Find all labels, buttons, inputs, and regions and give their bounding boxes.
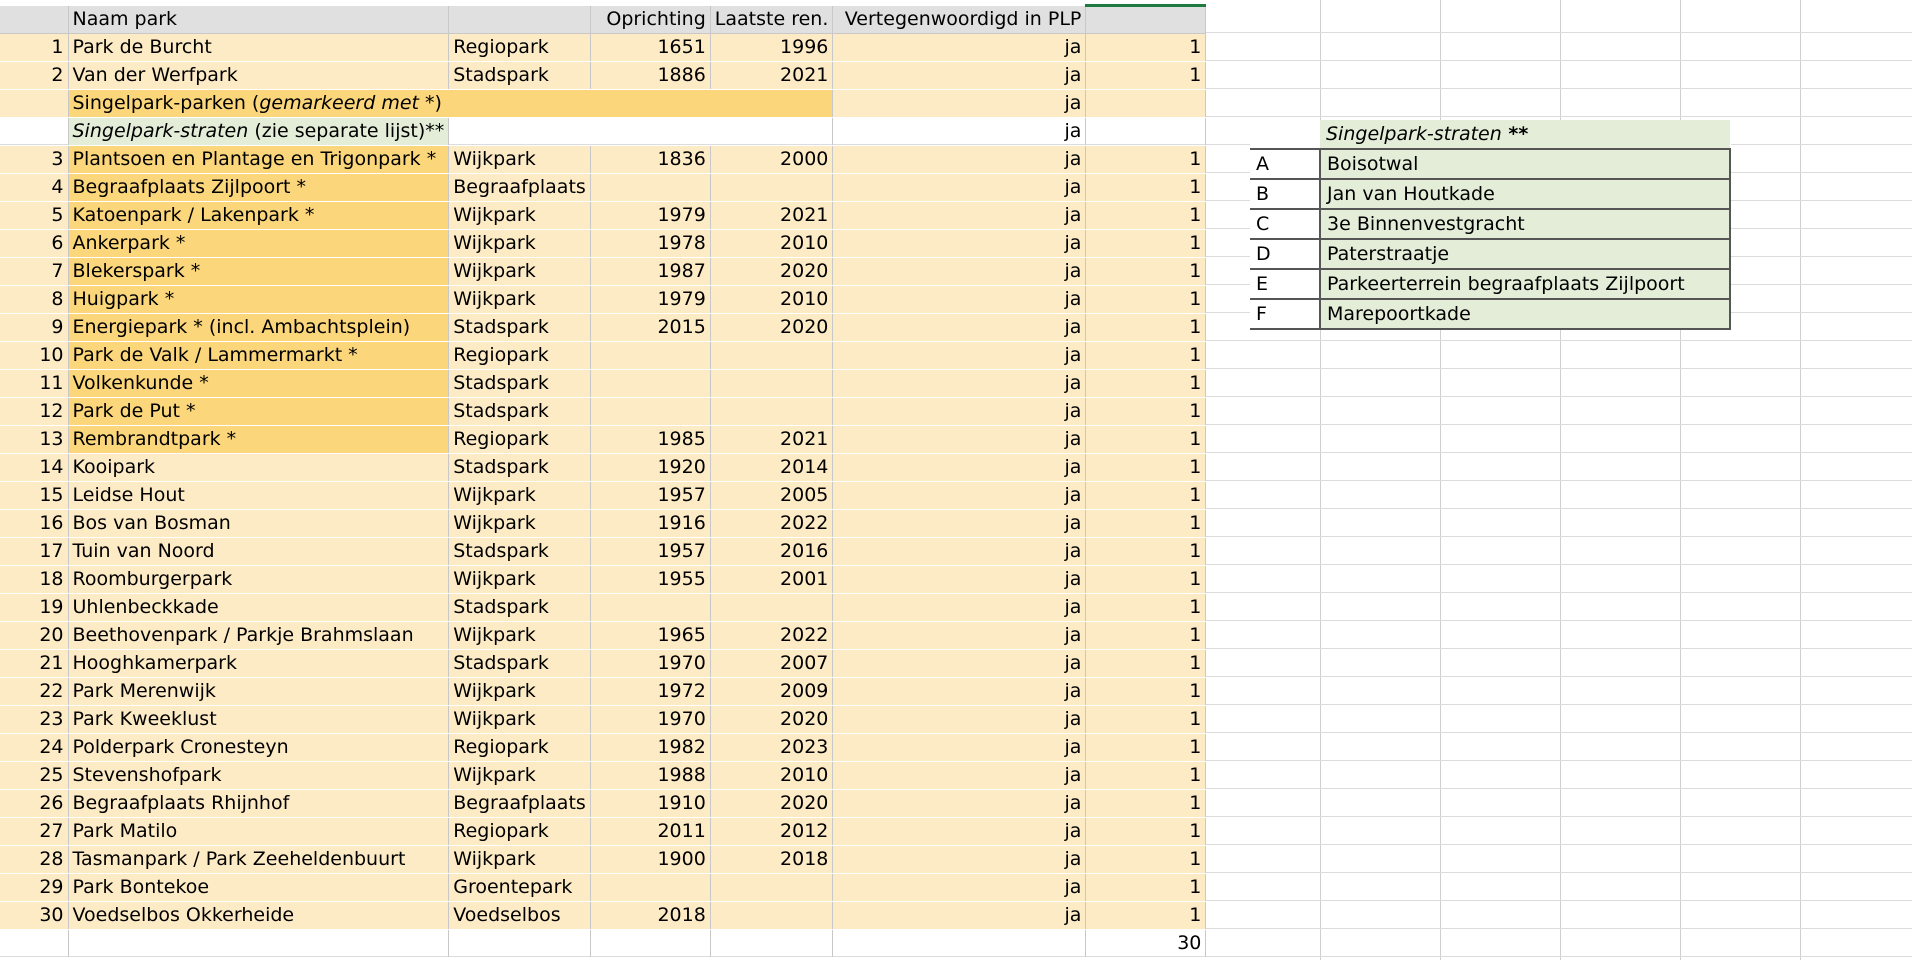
cell-count[interactable]: 1 — [1086, 705, 1206, 733]
cell-renovated[interactable]: 2016 — [710, 537, 833, 565]
cell-park-name[interactable]: Energiepark * (incl. Ambachtsplein) — [68, 313, 449, 341]
cell-founded[interactable] — [590, 397, 710, 425]
cell-founded[interactable]: 1836 — [590, 145, 710, 173]
cell-park-name[interactable]: Polderpark Cronesteyn — [68, 733, 449, 761]
cell-plp[interactable]: ja — [833, 705, 1086, 733]
cell-plp[interactable]: ja — [833, 425, 1086, 453]
table-row — [0, 89, 1206, 117]
cell-plp[interactable]: ja — [833, 33, 1086, 61]
side-title-suffix: ** — [1501, 123, 1529, 145]
cell-park-type[interactable]: Stadspark — [449, 593, 591, 621]
label-part-italic: gemarkeerd met * — [259, 91, 435, 114]
cell-renovated[interactable] — [710, 173, 833, 201]
table-row — [0, 565, 1206, 593]
cell-founded[interactable] — [590, 873, 710, 901]
table-row — [0, 873, 1206, 901]
cell-count[interactable]: 1 — [1086, 789, 1206, 817]
cell-founded[interactable] — [590, 369, 710, 397]
cell-count[interactable]: 1 — [1086, 481, 1206, 509]
cell-nr[interactable]: 20 — [0, 621, 68, 649]
cell-park-type[interactable]: Wijkpark — [449, 229, 591, 257]
cell-park-name[interactable]: Park de Put * — [68, 397, 449, 425]
cell-founded[interactable]: 1970 — [590, 705, 710, 733]
table-row — [0, 257, 1206, 285]
table-row — [0, 61, 1206, 89]
cell-park-name[interactable]: Volkenkunde * — [68, 369, 449, 397]
cell-count[interactable]: 1 — [1086, 677, 1206, 705]
cell-renovated[interactable]: 2020 — [710, 789, 833, 817]
cell-founded[interactable]: 1987 — [590, 257, 710, 285]
cell-empty[interactable] — [710, 929, 833, 957]
cell-renovated[interactable] — [710, 873, 833, 901]
table-row — [0, 313, 1206, 341]
cell-founded[interactable] — [590, 593, 710, 621]
cell-founded[interactable]: 1979 — [590, 201, 710, 229]
cell-founded[interactable]: 1900 — [590, 845, 710, 873]
cell-park-name[interactable]: Park Merenwijk — [68, 677, 449, 705]
table-row — [0, 341, 1206, 369]
cell-plp[interactable]: ja — [833, 341, 1086, 369]
cell-count[interactable]: 1 — [1086, 565, 1206, 593]
cell-count[interactable]: 1 — [1086, 537, 1206, 565]
table-row — [0, 621, 1206, 649]
table-row — [0, 705, 1206, 733]
cell-founded[interactable]: 1970 — [590, 649, 710, 677]
cell-nr[interactable] — [0, 89, 68, 117]
cell-park-type[interactable]: Wijkpark — [449, 705, 591, 733]
cell-blank[interactable] — [449, 117, 833, 145]
cell-park-type[interactable]: Stadspark — [449, 61, 591, 89]
cell-renovated[interactable]: 2022 — [710, 509, 833, 537]
cell-nr[interactable]: 24 — [0, 733, 68, 761]
cell-count[interactable]: 1 — [1086, 229, 1206, 257]
side-row — [1250, 269, 1730, 299]
table-row — [0, 649, 1206, 677]
cell-park-type[interactable]: Wijkpark — [449, 285, 591, 313]
cell-plp[interactable]: ja — [833, 789, 1086, 817]
cell-park-name[interactable]: Huigpark * — [68, 285, 449, 313]
cell-empty[interactable] — [68, 929, 449, 957]
cell-count[interactable]: 1 — [1086, 145, 1206, 173]
cell-renovated[interactable]: 2020 — [710, 257, 833, 285]
cell-founded[interactable]: 1651 — [590, 33, 710, 61]
cell-nr[interactable]: 17 — [0, 537, 68, 565]
cell-renovated[interactable]: 2023 — [710, 733, 833, 761]
cell-founded[interactable]: 1957 — [590, 537, 710, 565]
cell-empty[interactable] — [449, 929, 591, 957]
cell-park-name[interactable]: Hooghkamerpark — [68, 649, 449, 677]
cell-founded[interactable]: 2018 — [590, 901, 710, 929]
cell-plp[interactable]: ja — [833, 817, 1086, 845]
cell-nr[interactable]: 13 — [0, 425, 68, 453]
cell-empty[interactable] — [0, 929, 68, 957]
cell-park-name[interactable]: Begraafplaats Zijlpoort * — [68, 173, 449, 201]
cell-total[interactable]: 30 — [1086, 929, 1206, 957]
cell-plp[interactable]: ja — [833, 313, 1086, 341]
cell-plp[interactable]: ja — [833, 565, 1086, 593]
side-street-name[interactable]: Jan van Houtkade — [1320, 179, 1730, 209]
cell-nr[interactable]: 7 — [0, 257, 68, 285]
cell-park-type[interactable]: Begraafplaats — [449, 789, 591, 817]
cell-plp[interactable]: ja — [833, 257, 1086, 285]
cell-park-name[interactable]: Park Matilo — [68, 817, 449, 845]
cell-nr[interactable] — [0, 117, 68, 145]
cell-count[interactable]: 1 — [1086, 873, 1206, 901]
cell-plp[interactable]: ja — [833, 201, 1086, 229]
cell-nr[interactable]: 10 — [0, 341, 68, 369]
header-cell-type[interactable] — [449, 6, 591, 34]
table-row — [0, 453, 1206, 481]
label-part: Singelpark-parken ( — [72, 91, 260, 114]
table-row — [0, 761, 1206, 789]
cell-park-name[interactable]: Stevenshofpark — [68, 761, 449, 789]
side-letter[interactable]: E — [1250, 269, 1320, 299]
cell-renovated[interactable]: 2012 — [710, 817, 833, 845]
table-row — [0, 509, 1206, 537]
cell-renovated[interactable]: 2021 — [710, 425, 833, 453]
table-row — [0, 145, 1206, 173]
cell-founded[interactable] — [590, 173, 710, 201]
side-header-row — [1250, 120, 1730, 149]
table-row — [0, 593, 1206, 621]
side-letter[interactable]: C — [1250, 209, 1320, 239]
cell-plp[interactable]: ja — [833, 61, 1086, 89]
header-name[interactable]: Naam park — [68, 6, 449, 34]
cell-renovated[interactable]: 2021 — [710, 61, 833, 89]
cell-founded[interactable]: 1979 — [590, 285, 710, 313]
table-row — [0, 33, 1206, 61]
cell-renovated[interactable]: 2020 — [710, 313, 833, 341]
cell-count[interactable]: 1 — [1086, 397, 1206, 425]
cell-plp[interactable]: ja — [833, 845, 1086, 873]
cell-founded[interactable]: 1916 — [590, 509, 710, 537]
cell-count[interactable] — [1086, 89, 1206, 117]
cell-park-type[interactable]: Regiopark — [449, 733, 591, 761]
cell-nr[interactable]: 11 — [0, 369, 68, 397]
cell-renovated[interactable]: 2010 — [710, 229, 833, 257]
cell-renovated[interactable] — [710, 397, 833, 425]
cell-renovated[interactable]: 2022 — [710, 621, 833, 649]
table-row — [0, 677, 1206, 705]
cell-nr[interactable]: 1 — [0, 33, 68, 61]
cell-nr[interactable]: 9 — [0, 313, 68, 341]
table-row — [0, 369, 1206, 397]
cell-nr[interactable]: 12 — [0, 397, 68, 425]
cell-park-type[interactable]: Stadspark — [449, 369, 591, 397]
cell-nr[interactable]: 30 — [0, 901, 68, 929]
cell-renovated[interactable]: 2014 — [710, 453, 833, 481]
cell-nr[interactable]: 14 — [0, 453, 68, 481]
cell-renovated[interactable]: 2001 — [710, 565, 833, 593]
cell-park-type[interactable]: Stadspark — [449, 313, 591, 341]
cell-park-type[interactable]: Wijkpark — [449, 509, 591, 537]
cell-renovated[interactable]: 2018 — [710, 845, 833, 873]
cell-empty[interactable] — [590, 929, 710, 957]
cell-nr[interactable]: 23 — [0, 705, 68, 733]
cell-count[interactable]: 1 — [1086, 901, 1206, 929]
label-part-italic: Singelpark-straten — [72, 119, 249, 142]
cell-plp[interactable]: ja — [833, 873, 1086, 901]
cell-nr[interactable]: 27 — [0, 817, 68, 845]
cell-plp[interactable]: ja — [833, 369, 1086, 397]
cell-park-type[interactable]: Begraafplaats — [449, 173, 591, 201]
table-row — [0, 201, 1206, 229]
cell-nr[interactable]: 18 — [0, 565, 68, 593]
cell-count[interactable]: 1 — [1086, 257, 1206, 285]
cell-renovated[interactable]: 2010 — [710, 285, 833, 313]
cell-nr[interactable]: 6 — [0, 229, 68, 257]
cell-founded[interactable]: 1988 — [590, 761, 710, 789]
cell-count[interactable]: 1 — [1086, 453, 1206, 481]
cell-count[interactable]: 1 — [1086, 201, 1206, 229]
side-row — [1250, 299, 1730, 329]
cell-count[interactable]: 1 — [1086, 369, 1206, 397]
table-row — [0, 537, 1206, 565]
cell-plp[interactable]: ja — [833, 229, 1086, 257]
side-letter[interactable]: D — [1250, 239, 1320, 269]
header-row — [0, 6, 1206, 34]
cell-park-type[interactable]: Stadspark — [449, 453, 591, 481]
parks-table — [0, 4, 1206, 958]
cell-park-name[interactable] — [68, 117, 449, 145]
cell-nr[interactable]: 21 — [0, 649, 68, 677]
cell-nr[interactable]: 8 — [0, 285, 68, 313]
cell-nr[interactable]: 16 — [0, 509, 68, 537]
cell-park-type[interactable]: Stadspark — [449, 537, 591, 565]
table-row — [0, 173, 1206, 201]
cell-count[interactable]: 1 — [1086, 649, 1206, 677]
cell-park-name[interactable]: Van der Werfpark — [68, 61, 449, 89]
cell-plp[interactable]: ja — [833, 145, 1086, 173]
side-row — [1250, 209, 1730, 239]
cell-nr[interactable]: 26 — [0, 789, 68, 817]
header-renovated[interactable]: Laatste ren. — [710, 6, 833, 34]
label-part: ) — [434, 91, 442, 114]
cell-renovated[interactable] — [710, 369, 833, 397]
side-header-blank[interactable] — [1250, 120, 1320, 149]
cell-founded[interactable]: 2015 — [590, 313, 710, 341]
table-row — [0, 733, 1206, 761]
cell-nr[interactable]: 19 — [0, 593, 68, 621]
side-row — [1250, 239, 1730, 269]
header-cell-nr[interactable] — [0, 6, 68, 34]
cell-plp[interactable]: ja — [833, 537, 1086, 565]
header-plp[interactable]: Vertegenwoordigd in PLP — [833, 6, 1086, 34]
cell-founded[interactable]: 1965 — [590, 621, 710, 649]
cell-park-name[interactable]: Ankerpark * — [68, 229, 449, 257]
cell-plp[interactable]: ja — [833, 621, 1086, 649]
cell-nr[interactable]: 4 — [0, 173, 68, 201]
cell-park-type[interactable]: Voedselbos — [449, 901, 591, 929]
cell-park-name[interactable]: Voedselbos Okkerheide — [68, 901, 449, 929]
cell-park-name[interactable]: Uhlenbeckkade — [68, 593, 449, 621]
side-street-name[interactable]: Boisotwal — [1320, 149, 1730, 179]
cell-empty[interactable] — [833, 929, 1086, 957]
table-row — [0, 397, 1206, 425]
table-row — [0, 285, 1206, 313]
cell-nr[interactable]: 22 — [0, 677, 68, 705]
side-header-title[interactable] — [1320, 120, 1730, 149]
cell-plp[interactable]: ja — [833, 761, 1086, 789]
cell-count[interactable]: 1 — [1086, 173, 1206, 201]
cell-plp[interactable]: ja — [833, 649, 1086, 677]
cell-park-name[interactable]: Park Bontekoe — [68, 873, 449, 901]
cell-count[interactable]: 1 — [1086, 341, 1206, 369]
cell-count[interactable]: 1 — [1086, 761, 1206, 789]
cell-park-name[interactable]: Kooipark — [68, 453, 449, 481]
cell-nr[interactable]: 29 — [0, 873, 68, 901]
cell-nr[interactable]: 28 — [0, 845, 68, 873]
cell-park-name[interactable]: Leidse Hout — [68, 481, 449, 509]
cell-count[interactable] — [1086, 117, 1206, 145]
cell-renovated[interactable] — [710, 901, 833, 929]
cell-renovated[interactable] — [710, 593, 833, 621]
cell-park-name[interactable]: Tuin van Noord — [68, 537, 449, 565]
cell-park-name[interactable] — [68, 89, 833, 117]
total-row — [0, 929, 1206, 957]
cell-founded[interactable]: 1982 — [590, 733, 710, 761]
cell-renovated[interactable]: 2000 — [710, 145, 833, 173]
cell-park-type[interactable]: Wijkpark — [449, 145, 591, 173]
cell-plp[interactable]: ja — [833, 593, 1086, 621]
cell-plp[interactable]: ja — [833, 397, 1086, 425]
cell-nr[interactable]: 3 — [0, 145, 68, 173]
cell-park-type[interactable]: Groentepark — [449, 873, 591, 901]
cell-count[interactable]: 1 — [1086, 425, 1206, 453]
cell-park-name[interactable]: Beethovenpark / Parkje Brahmslaan — [68, 621, 449, 649]
cell-count[interactable]: 1 — [1086, 621, 1206, 649]
cell-plp[interactable]: ja — [833, 285, 1086, 313]
cell-park-name[interactable]: Park de Valk / Lammermarkt * — [68, 341, 449, 369]
cell-renovated[interactable]: 1996 — [710, 33, 833, 61]
cell-park-name[interactable]: Blekerspark * — [68, 257, 449, 285]
side-street-name[interactable]: Parkeerterrein begraafplaats Zijlpoort — [1320, 269, 1730, 299]
side-letter[interactable]: F — [1250, 299, 1320, 329]
cell-founded[interactable]: 1920 — [590, 453, 710, 481]
singelpark-streets-table — [1250, 120, 1731, 330]
cell-founded[interactable]: 1972 — [590, 677, 710, 705]
cell-plp[interactable]: ja — [833, 901, 1086, 929]
table-row — [0, 481, 1206, 509]
label-part: (zie separate lijst)** — [248, 119, 445, 142]
cell-count[interactable]: 1 — [1086, 817, 1206, 845]
side-title-text: Singelpark-straten — [1326, 123, 1502, 145]
cell-nr[interactable]: 2 — [0, 61, 68, 89]
table-row — [0, 425, 1206, 453]
cell-founded[interactable]: 1985 — [590, 425, 710, 453]
cell-renovated[interactable]: 2010 — [710, 761, 833, 789]
cell-count[interactable]: 1 — [1086, 509, 1206, 537]
side-street-name[interactable]: 3e Binnenvestgracht — [1320, 209, 1730, 239]
side-letter[interactable]: B — [1250, 179, 1320, 209]
cell-plp[interactable]: ja — [833, 453, 1086, 481]
cell-park-name[interactable]: Rembrandtpark * — [68, 425, 449, 453]
cell-plp[interactable]: ja — [833, 173, 1086, 201]
table-row — [0, 817, 1206, 845]
header-founded[interactable]: Oprichting — [590, 6, 710, 34]
cell-park-name[interactable]: Plantsoen en Plantage en Trigonpark * — [68, 145, 449, 173]
cell-park-type[interactable]: Regiopark — [449, 341, 591, 369]
cell-nr[interactable]: 5 — [0, 201, 68, 229]
cell-park-name[interactable]: Park de Burcht — [68, 33, 449, 61]
cell-plp[interactable]: ja — [833, 509, 1086, 537]
cell-park-type[interactable]: Regiopark — [449, 425, 591, 453]
cell-park-type[interactable]: Wijkpark — [449, 565, 591, 593]
cell-founded[interactable]: 1978 — [590, 229, 710, 257]
cell-founded[interactable]: 2011 — [590, 817, 710, 845]
table-row — [0, 901, 1206, 929]
side-street-name[interactable]: Marepoortkade — [1320, 299, 1730, 329]
cell-plp[interactable]: ja — [833, 677, 1086, 705]
cell-count[interactable]: 1 — [1086, 733, 1206, 761]
cell-park-type[interactable]: Wijkpark — [449, 621, 591, 649]
cell-renovated[interactable]: 2005 — [710, 481, 833, 509]
header-cell-selected[interactable] — [1086, 6, 1206, 34]
cell-count[interactable]: 1 — [1086, 313, 1206, 341]
cell-park-type[interactable]: Regiopark — [449, 817, 591, 845]
cell-renovated[interactable] — [710, 341, 833, 369]
cell-nr[interactable]: 15 — [0, 481, 68, 509]
cell-park-name[interactable]: Park Kweeklust — [68, 705, 449, 733]
cell-park-type[interactable]: Wijkpark — [449, 677, 591, 705]
side-row — [1250, 179, 1730, 209]
cell-park-name[interactable]: Begraafplaats Rhijnhof — [68, 789, 449, 817]
cell-park-type[interactable]: Wijkpark — [449, 257, 591, 285]
cell-founded[interactable]: 1957 — [590, 481, 710, 509]
cell-park-name[interactable]: Roomburgerpark — [68, 565, 449, 593]
side-row — [1250, 149, 1730, 179]
cell-count[interactable]: 1 — [1086, 285, 1206, 313]
cell-park-type[interactable]: Wijkpark — [449, 481, 591, 509]
cell-plp[interactable]: ja — [833, 89, 1086, 117]
cell-count[interactable]: 1 — [1086, 33, 1206, 61]
cell-park-type[interactable]: Wijkpark — [449, 761, 591, 789]
cell-founded[interactable]: 1886 — [590, 61, 710, 89]
cell-founded[interactable]: 1955 — [590, 565, 710, 593]
table-row — [0, 117, 1206, 145]
cell-nr[interactable]: 25 — [0, 761, 68, 789]
cell-park-name[interactable]: Tasmanpark / Park Zeeheldenbuurt — [68, 845, 449, 873]
cell-count[interactable]: 1 — [1086, 593, 1206, 621]
cell-plp[interactable]: ja — [833, 117, 1086, 145]
cell-founded[interactable] — [590, 341, 710, 369]
cell-renovated[interactable]: 2009 — [710, 677, 833, 705]
cell-park-type[interactable]: Wijkpark — [449, 201, 591, 229]
cell-park-type[interactable]: Stadspark — [449, 649, 591, 677]
table-row — [0, 229, 1206, 257]
cell-park-type[interactable]: Wijkpark — [449, 845, 591, 873]
cell-plp[interactable]: ja — [833, 481, 1086, 509]
cell-founded[interactable]: 1910 — [590, 789, 710, 817]
cell-renovated[interactable]: 2021 — [710, 201, 833, 229]
cell-renovated[interactable]: 2007 — [710, 649, 833, 677]
cell-park-type[interactable]: Stadspark — [449, 397, 591, 425]
cell-park-name[interactable]: Katoenpark / Lakenpark * — [68, 201, 449, 229]
table-row — [0, 845, 1206, 873]
cell-plp[interactable]: ja — [833, 733, 1086, 761]
side-letter[interactable]: A — [1250, 149, 1320, 179]
cell-park-type[interactable]: Regiopark — [449, 33, 591, 61]
cell-renovated[interactable]: 2020 — [710, 705, 833, 733]
cell-count[interactable]: 1 — [1086, 845, 1206, 873]
side-street-name[interactable]: Paterstraatje — [1320, 239, 1730, 269]
cell-park-name[interactable]: Bos van Bosman — [68, 509, 449, 537]
table-row — [0, 789, 1206, 817]
cell-count[interactable]: 1 — [1086, 61, 1206, 89]
